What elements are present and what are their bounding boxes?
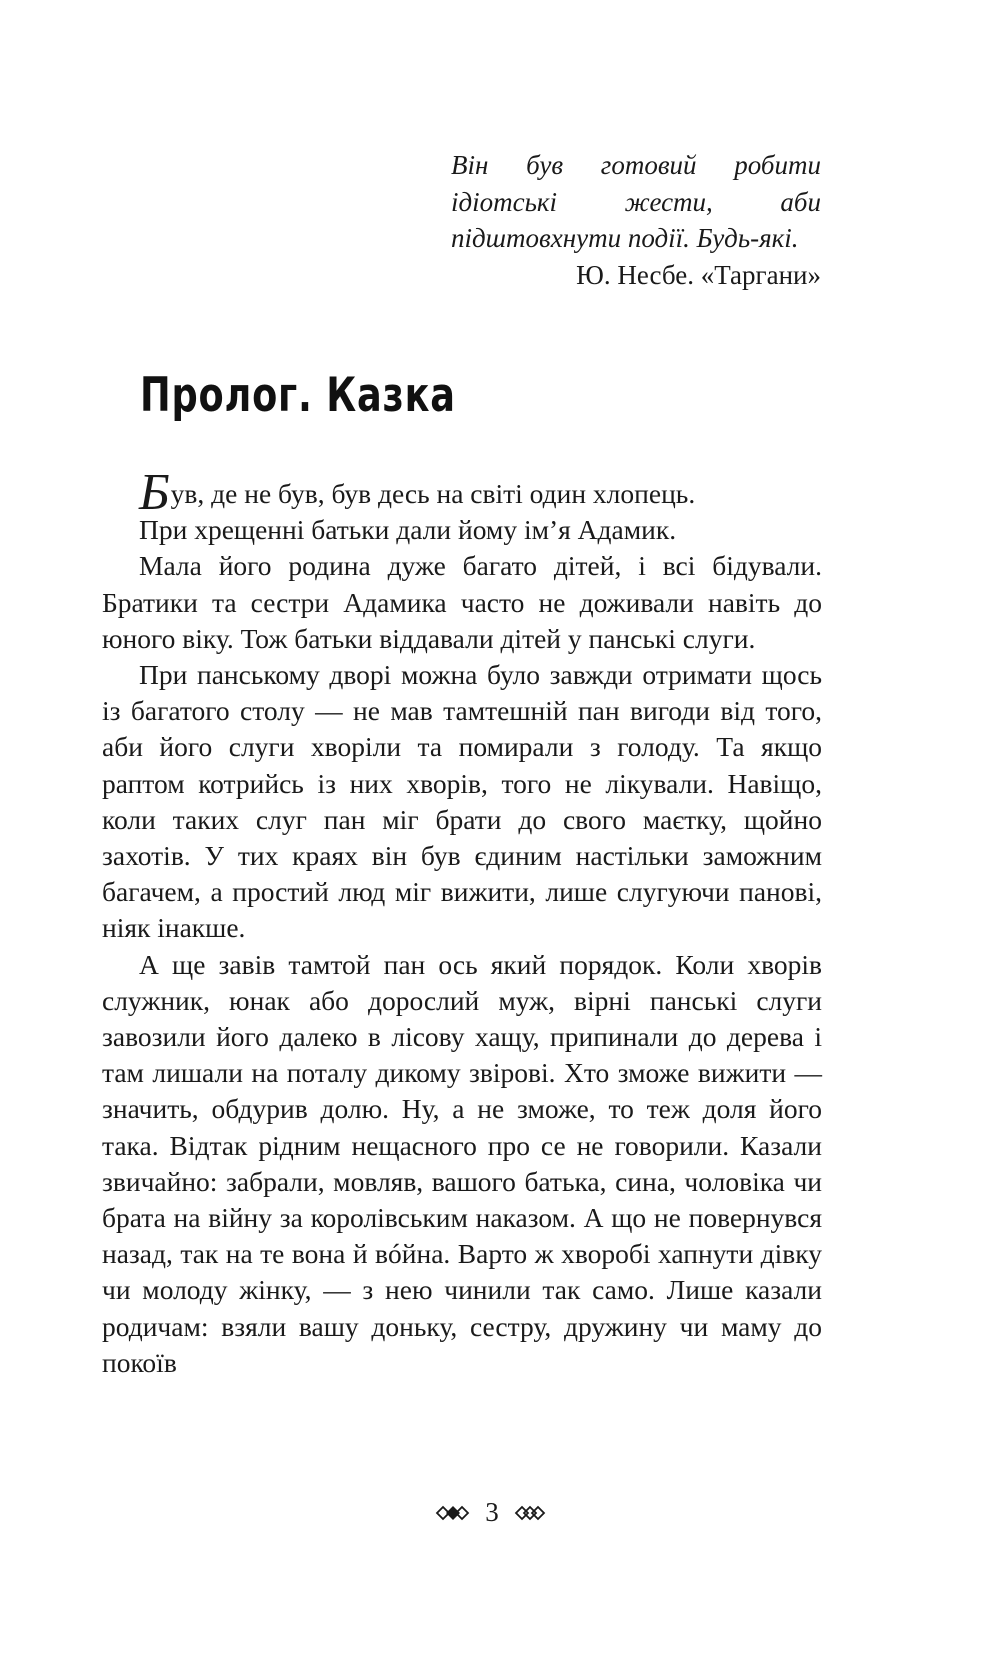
epigraph xyxy=(451,147,821,293)
drop-cap: Б xyxy=(139,464,170,521)
epigraph-quote: Він був готовий робити ідіотські жести, аби підштовхнути події. Будь-які. xyxy=(451,150,821,253)
diamond-chain-right-icon xyxy=(513,1505,549,1521)
paragraph: Мала його родина дуже багато дітей, і всі бідували. Братики та сестри Адамика часто не доживали навіть до юного віку. Тож батьки віддавали дітей у панські слуги. xyxy=(102,550,822,654)
first-paragraph xyxy=(102,464,822,521)
epigraph-source: Ю. Несбе. «Таргани» xyxy=(576,259,821,290)
page-number: 3 xyxy=(485,1497,499,1527)
page-footer xyxy=(0,1497,984,1528)
diamond-chain-left-icon xyxy=(435,1505,471,1521)
paragraph: При панському дворі можна було завжди отримати щось із багатого столу — не мав тамтешній пан вигоди від того, аби його слуги хворіли та помирали з голоду. Та якщо раптом котрийсь із них хворів, того не лікували. Навіщо, коли таких слуг пан міг брати до свого маєтку, щойно захотів. У тих краях він був єдиним настільки заможним багачем, а простий люд міг вижити, лише слугуючи панові, ніяк інакше. xyxy=(102,659,822,944)
paragraph: А ще завів тамтой пан ось який порядок. Коли хворів служник, юнак або дорослий муж, вірні панські слуги завозили його далеко в лісову хащу, припинали до дерева і там лишали на поталу дикому звірові. Хто зможе вижити — значить, обдурив долю. Ну, а не зможе, то теж доля його така. Відтак рідним нещасного про се не говорили. Казали звичайно: забрали, мовляв, вашого батька, сина, чоловіка чи брата на війну за королівським наказом. А що не повернувся назад, так на те вона й вóйна. Варто ж хворобі хапнути дівку чи молоду жінку, — з нею чинили так само. Лише казали родичам: взяли вашу доньку, сестру, дружину чи маму до покоїв xyxy=(102,948,822,1378)
first-line-text: ув, де не був, був десь на світі один хлопець. xyxy=(170,478,696,509)
body-text xyxy=(102,464,822,1381)
chapter-title: Пролог. Казка xyxy=(140,368,456,423)
paragraph: При хрещенні батьки дали йому ім’я Адамик. xyxy=(139,514,677,546)
